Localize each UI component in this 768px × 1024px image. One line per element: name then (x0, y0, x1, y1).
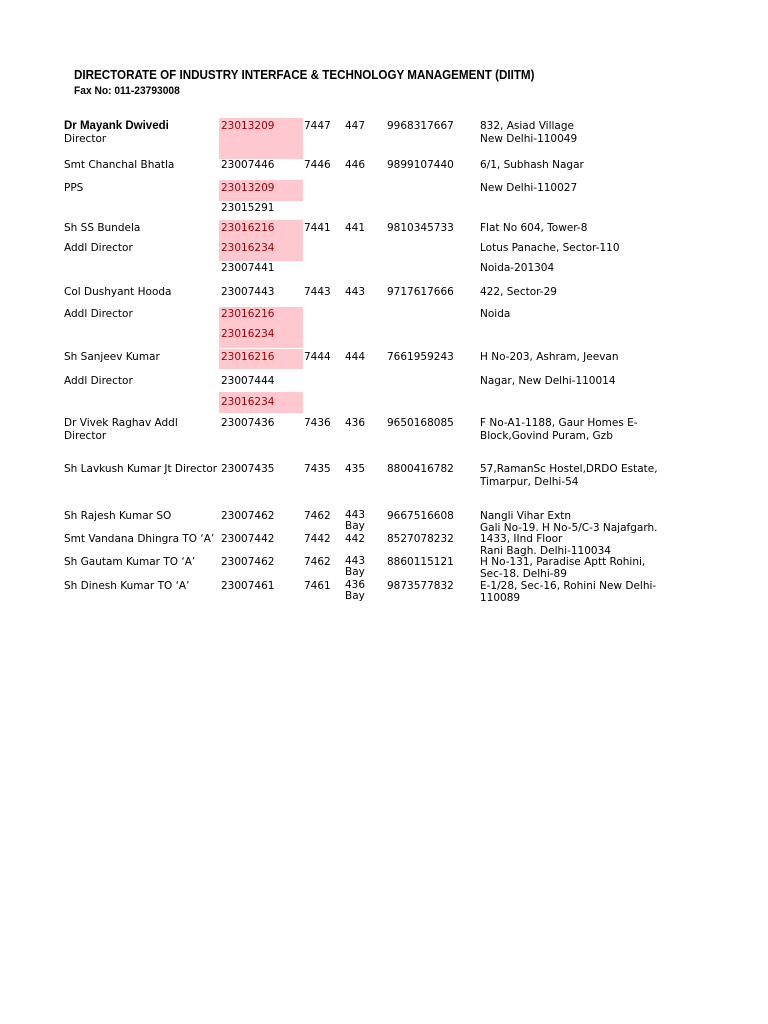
contact-designation: Addl Director (64, 308, 133, 320)
address: 57,RamanSc Hostel,DRDO Estate, Timarpur, Delhi-54 (480, 463, 658, 488)
contact-designation: Addl Director (64, 375, 133, 387)
address: 6/1, Subhash Nagar (480, 159, 584, 171)
intercom-code: 443 Bay (345, 509, 366, 532)
mobile-number: 9810345733 (387, 222, 454, 234)
contact-name: Sh Rajesh Kumar SO (64, 510, 172, 522)
phone-number: 23007461 (221, 580, 275, 592)
phone-number: 23007443 (221, 286, 275, 298)
phone-number: 23016234 (221, 396, 275, 408)
phone-number: 23016234 (221, 242, 275, 254)
mobile-number: 8527078232 (387, 533, 454, 545)
contact-name: Smt Vandana Dhingra TO ‘A’ (64, 533, 215, 545)
extension: 7435 (304, 463, 331, 475)
contact-name: Sh Lavkush Kumar Jt Director (64, 463, 218, 475)
phone-number: 23007462 (221, 510, 275, 522)
mobile-number: 9968317667 (387, 120, 454, 132)
mobile-number: 9899107440 (387, 159, 454, 171)
intercom-code: 446 (345, 159, 366, 171)
extension: 7436 (304, 417, 331, 429)
phone-number: 23016216 (221, 308, 275, 320)
address: H No-131, Paradise Aptt Rohini, Sec-18. Delhi-89 (480, 556, 646, 580)
phone-number: 23007446 (221, 159, 275, 171)
intercom-code: 436 Bay (345, 579, 366, 602)
extension: 7447 (304, 120, 331, 132)
address: Noida (480, 308, 511, 320)
intercom-code: 443 (345, 286, 366, 298)
extension: 7462 (304, 510, 331, 522)
address: F No-A1-1188, Gaur Homes E- Block,Govind Puram, Gzb (480, 417, 638, 442)
phone-number: 23016216 (221, 222, 275, 234)
mobile-number: 9667516608 (387, 510, 454, 522)
intercom-code: 444 (345, 351, 366, 363)
mobile-number: 7661959243 (387, 351, 454, 363)
address: 422, Sector-29 (480, 286, 557, 298)
extension: 7444 (304, 351, 331, 363)
contact-designation: Director (64, 133, 107, 145)
phone-number: 23015291 (221, 202, 275, 214)
intercom-code: 442 (345, 533, 366, 545)
mobile-number: 9873577832 (387, 580, 454, 592)
contact-name: Sh SS Bundela (64, 222, 141, 234)
phone-number: 23007441 (221, 262, 275, 274)
intercom-code: 441 (345, 222, 366, 234)
address: Lotus Panache, Sector-110 (480, 242, 620, 254)
extension: 7446 (304, 159, 331, 171)
phone-number: 23007436 (221, 417, 275, 429)
phone-number: 23016234 (221, 328, 275, 340)
extension: 7442 (304, 533, 331, 545)
address: Nangli Vihar Extn Gali No-19. H No-5/C-3 Najafgarh. (480, 510, 658, 534)
contact-name: Dr Vivek Raghav Addl Director (64, 417, 178, 442)
contact-name: PPS (64, 182, 84, 194)
phone-number: 23016216 (221, 351, 275, 363)
address: Nagar, New Delhi-110014 (480, 375, 616, 387)
contact-name: Sh Dinesh Kumar TO ‘A’ (64, 580, 190, 592)
contact-name: Col Dushyant Hooda (64, 286, 172, 298)
page-title: DIRECTORATE OF INDUSTRY INTERFACE & TECHNOLOGY MANAGEMENT (DIITM) (74, 68, 535, 82)
address: Flat No 604, Tower-8 (480, 222, 588, 234)
contact-name: Dr Mayank Dwivedi (64, 120, 169, 132)
contact-designation: Addl Director (64, 242, 133, 254)
intercom-code: 443 Bay (345, 555, 366, 578)
extension: 7461 (304, 580, 331, 592)
address: Noida-201304 (480, 262, 555, 274)
address: 1433, IInd Floor Rani Bagh. Delhi-110034 (480, 533, 611, 557)
phone-number: 23013209 (221, 182, 275, 194)
phone-number: 23013209 (221, 120, 275, 132)
contact-name: Sh Sanjeev Kumar (64, 351, 160, 363)
phone-number: 23007442 (221, 533, 275, 545)
phone-number: 23007444 (221, 375, 275, 387)
contact-name: Smt Chanchal Bhatla (64, 159, 175, 171)
address: New Delhi-110027 (480, 182, 578, 194)
extension: 7462 (304, 556, 331, 568)
intercom-code: 435 (345, 463, 366, 475)
phone-number: 23007435 (221, 463, 275, 475)
address: H No-203, Ashram, Jeevan (480, 351, 619, 363)
extension: 7443 (304, 286, 331, 298)
intercom-code: 447 (345, 120, 366, 132)
mobile-number: 8800416782 (387, 463, 454, 475)
address: E-1/28, Sec-16, Rohini New Delhi- 110089 (480, 580, 657, 604)
fax-number: Fax No: 011-23793008 (74, 85, 180, 97)
mobile-number: 8860115121 (387, 556, 454, 568)
mobile-number: 9717617666 (387, 286, 454, 298)
extension: 7441 (304, 222, 331, 234)
phone-number: 23007462 (221, 556, 275, 568)
contact-name: Sh Gautam Kumar TO ‘A’ (64, 556, 196, 568)
mobile-number: 9650168085 (387, 417, 454, 429)
intercom-code: 436 (345, 417, 366, 429)
address: 832, Asiad Village New Delhi-110049 (480, 120, 578, 145)
